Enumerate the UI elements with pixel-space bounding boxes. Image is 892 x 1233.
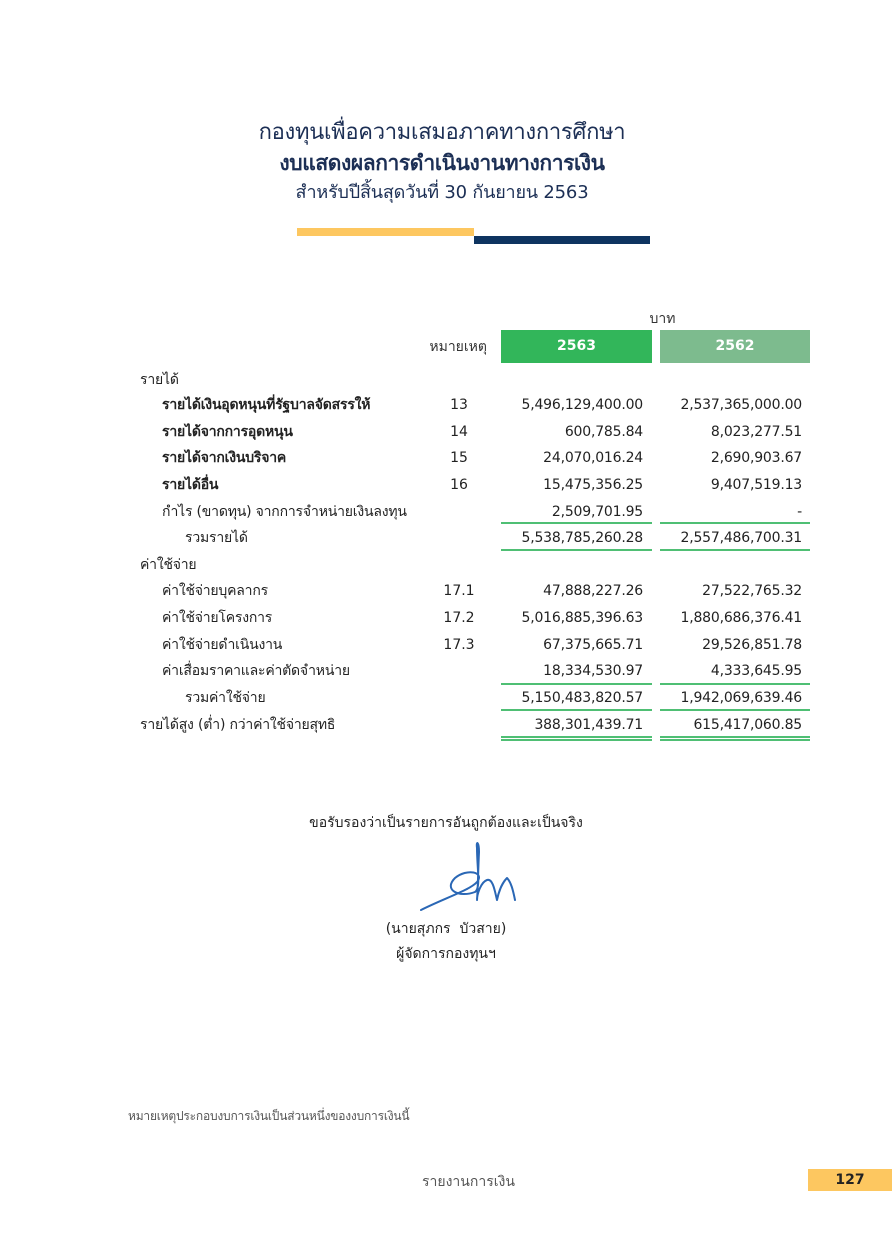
- row-label: รายได้อื่น: [162, 477, 219, 493]
- row-value-2563: 600,785.84: [564, 424, 643, 440]
- row-value-2563: 5,150,483,820.57: [521, 690, 643, 706]
- table-row: [0, 445, 892, 471]
- total-rule: [501, 709, 652, 711]
- year-column-header-2562: 2562: [660, 330, 810, 363]
- row-value-2562: 2,690,903.67: [710, 450, 802, 466]
- section-heading-revenue: [0, 367, 892, 393]
- table-row: [0, 419, 892, 445]
- currency-unit-label: [501, 308, 810, 330]
- row-value-2562: 27,522,765.32: [702, 583, 802, 599]
- section-heading-label: ค่าใช้จ่าย: [140, 557, 197, 573]
- table-row: [0, 392, 892, 418]
- total-rule: [660, 709, 810, 711]
- currency-unit-text: บาท: [649, 311, 676, 327]
- row-value-2563: 24,070,016.24: [543, 450, 643, 466]
- table-row: [0, 658, 892, 684]
- signature-image: [415, 838, 525, 918]
- signer-name: (นายสุภกร บัวสาย): [385, 921, 507, 937]
- table-row: [0, 578, 892, 604]
- row-value-2563: 5,016,885,396.63: [521, 610, 643, 626]
- row-label: รายได้เงินอุดหนุนที่รัฐบาลจัดสรรให้: [162, 397, 371, 413]
- row-value-2563: 67,375,665.71: [543, 637, 643, 653]
- accent-bar-yellow: [297, 228, 474, 236]
- total-row-revenue: [0, 525, 892, 551]
- row-note: 15: [450, 450, 468, 466]
- row-value-2562: 4,333,645.95: [710, 663, 802, 679]
- row-label: ค่าใช้จ่ายโครงการ: [162, 610, 273, 626]
- organization-name: กองทุนเพื่อความเสมอภาคทางการศึกษา: [258, 120, 626, 145]
- row-value-2562: -: [797, 504, 802, 520]
- row-value-2562: 8,023,277.51: [710, 424, 802, 440]
- year-column-header-2563: 2563: [501, 330, 652, 363]
- total-rule: [660, 549, 810, 551]
- page-number: 127: [835, 1172, 865, 1188]
- row-label: รายได้จากการอุดหนุน: [162, 424, 293, 440]
- row-value-2563: 18,334,530.97: [543, 663, 643, 679]
- row-value-2562: 2,557,486,700.31: [680, 530, 802, 546]
- row-note: 14: [450, 424, 468, 440]
- row-value-2563: 2,509,701.95: [551, 504, 643, 520]
- section-heading-label: รายได้: [140, 372, 179, 388]
- table-row: [0, 632, 892, 658]
- double-rule-bottom: [660, 739, 810, 741]
- row-value-2562: 1,942,069,639.46: [680, 690, 802, 706]
- double-rule-bottom: [501, 739, 652, 741]
- row-value-2563: 5,538,785,260.28: [521, 530, 643, 546]
- row-label: ค่าเสื่อมราคาและค่าตัดจำหน่าย: [162, 663, 350, 679]
- total-rule: [501, 549, 652, 551]
- subtotal-rule: [660, 522, 810, 524]
- row-note: 16: [450, 477, 468, 493]
- subtotal-rule: [501, 522, 652, 524]
- note-column-header: หมายเหตุ: [429, 339, 487, 355]
- table-row: [0, 605, 892, 631]
- row-label: รวมค่าใช้จ่าย: [185, 690, 266, 706]
- row-value-2563: 5,496,129,400.00: [521, 397, 643, 413]
- row-note: 17.1: [443, 583, 475, 599]
- table-row: [0, 472, 892, 498]
- row-value-2563: 47,888,227.26: [543, 583, 643, 599]
- accent-bar-navy: [474, 236, 650, 244]
- signature-stroke: [421, 843, 515, 910]
- section-heading-expenses: [0, 552, 892, 578]
- row-label: ค่าใช้จ่ายดำเนินงาน: [162, 637, 283, 653]
- row-value-2562: 2,537,365,000.00: [680, 397, 802, 413]
- row-label: รวมรายได้: [185, 530, 248, 546]
- certification-statement: ขอรับรองว่าเป็นรายการอันถูกต้องและเป็นจริง: [309, 815, 583, 831]
- double-rule-top: [501, 736, 652, 738]
- statement-title: งบแสดงผลการดำเนินงานทางการเงิน: [279, 151, 605, 175]
- row-value-2563: 388,301,439.71: [534, 717, 643, 733]
- statement-period: สำหรับปีสิ้นสุดวันที่ 30 กันยายน 2563: [295, 182, 589, 203]
- report-header: [0, 118, 892, 208]
- row-note: 13: [450, 397, 468, 413]
- row-value-2562: 615,417,060.85: [693, 717, 802, 733]
- signer-title: ผู้จัดการกองทุนฯ: [396, 946, 496, 962]
- net-result-row: [0, 712, 892, 738]
- row-label: รายได้สูง (ต่ำ) กว่าค่าใช้จ่ายสุทธิ: [140, 717, 336, 733]
- row-value-2562: 9,407,519.13: [710, 477, 802, 493]
- total-row-expenses: [0, 685, 892, 711]
- row-label: ค่าใช้จ่ายบุคลากร: [162, 583, 268, 599]
- row-note: 17.2: [443, 610, 475, 626]
- row-label: รายได้จากเงินบริจาค: [162, 450, 287, 466]
- row-value-2562: 29,526,851.78: [702, 637, 802, 653]
- row-value-2562: 1,880,686,376.41: [680, 610, 802, 626]
- double-rule-top: [660, 736, 810, 738]
- footer-section-name: รายงานการเงิน: [422, 1174, 515, 1190]
- row-label: กำไร (ขาดทุน) จากการจำหน่ายเงินลงทุน: [162, 504, 407, 520]
- footnote: หมายเหตุประกอบงบการเงินเป็นส่วนหนึ่งของงบการเงินนี้: [128, 1109, 410, 1123]
- row-note: 17.3: [443, 637, 475, 653]
- row-value-2563: 15,475,356.25: [543, 477, 643, 493]
